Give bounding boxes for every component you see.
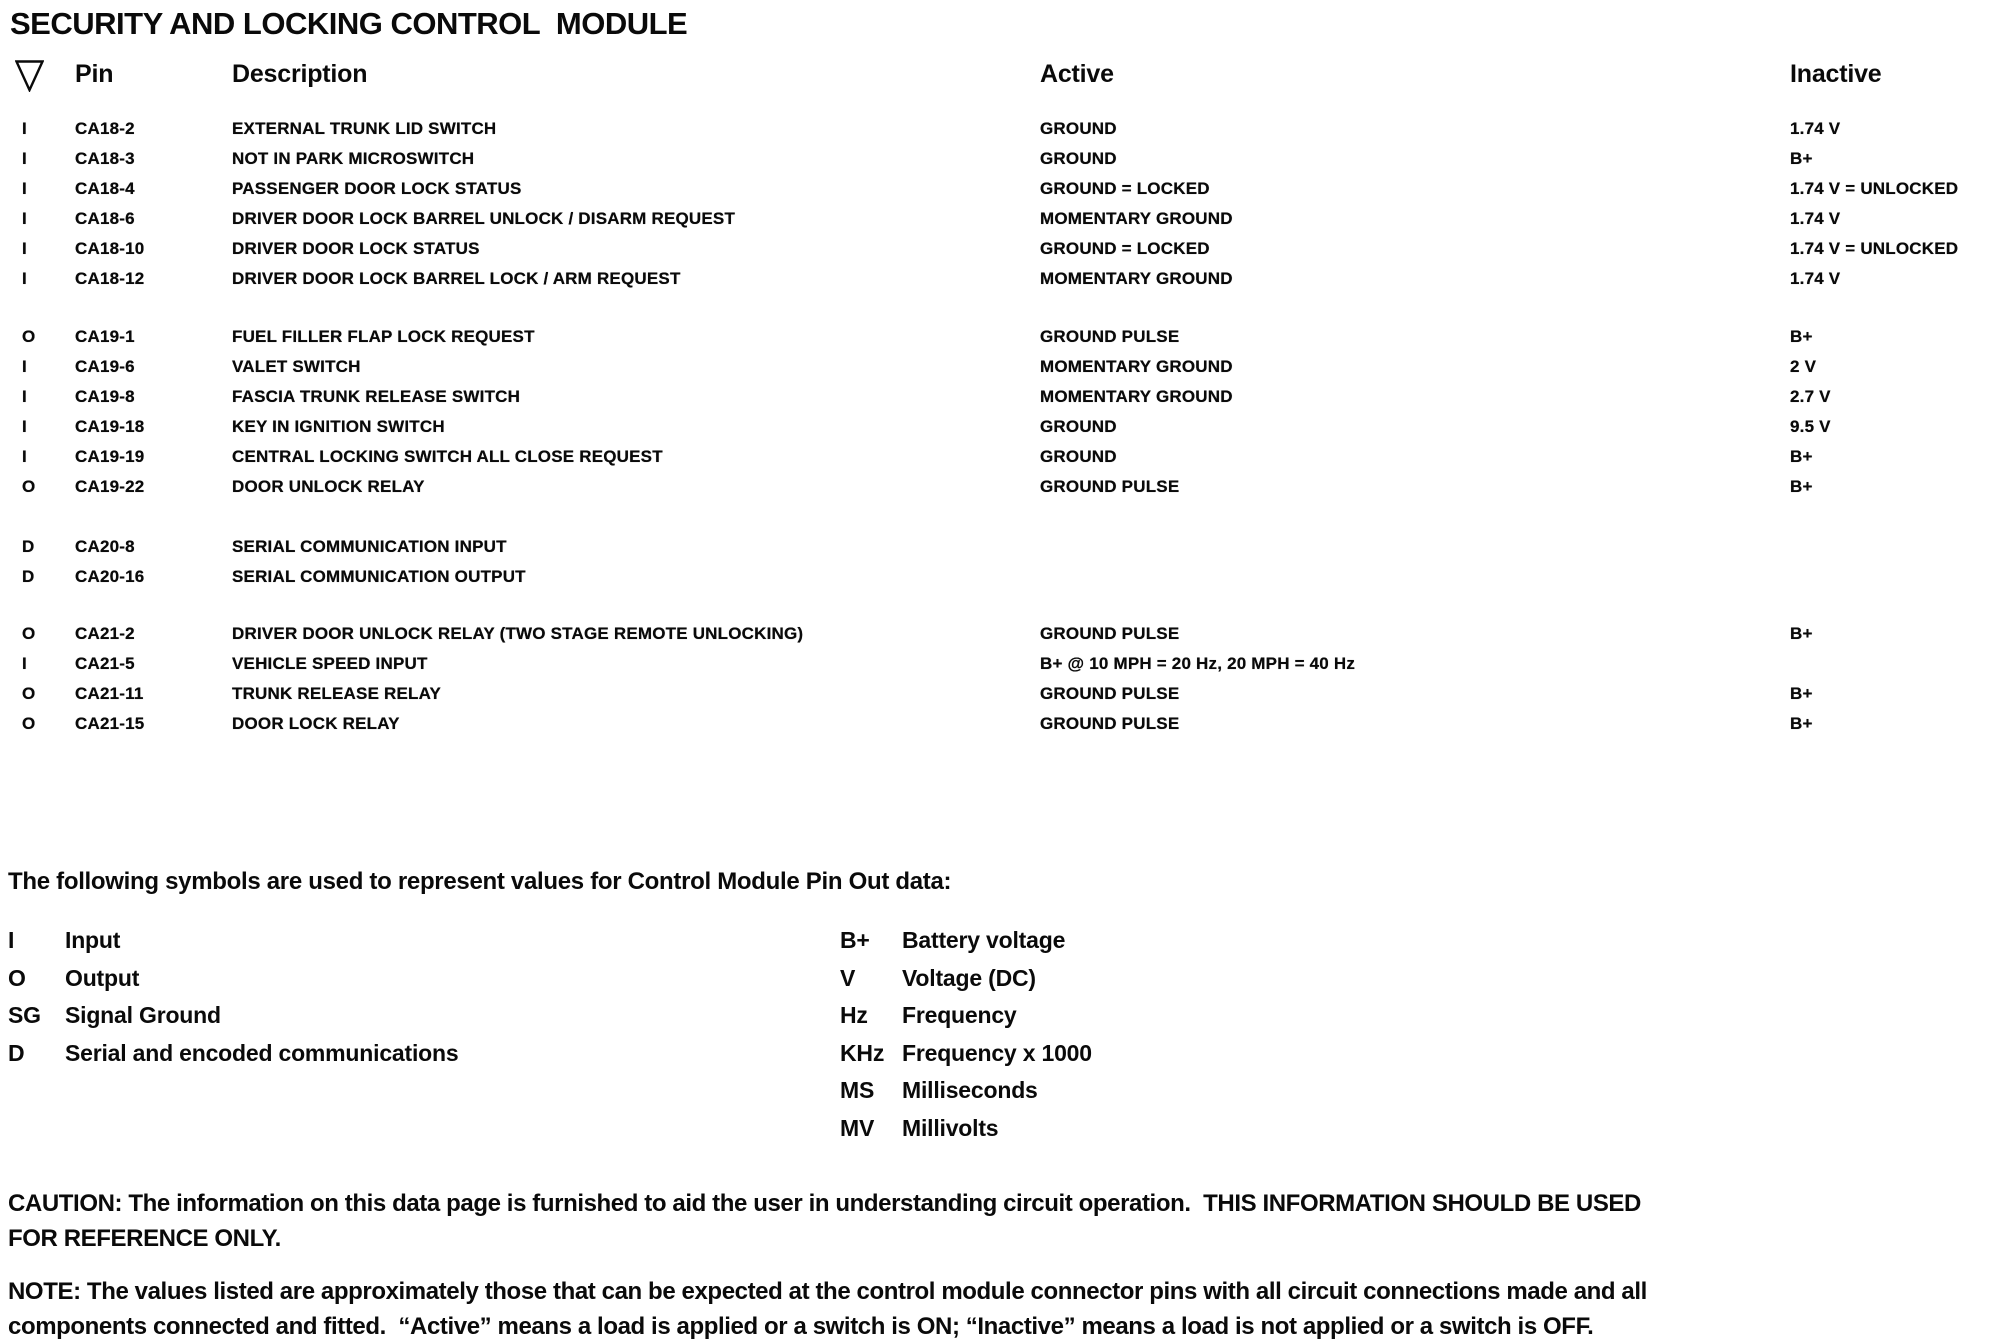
table-row bbox=[8, 322, 2004, 352]
legend-meaning: Battery voltage bbox=[902, 927, 1066, 953]
active-cell: MOMENTARY GROUND bbox=[1040, 269, 1233, 288]
pin-cell: CA20-8 bbox=[75, 537, 135, 556]
type-cell: O bbox=[22, 327, 36, 346]
pin-cell: CA18-2 bbox=[75, 119, 135, 138]
pin-cell: CA19-1 bbox=[75, 327, 135, 346]
active-cell: MOMENTARY GROUND bbox=[1040, 357, 1233, 376]
description-cell: DRIVER DOOR UNLOCK RELAY (TWO STAGE REMOTE UNLOCKING) bbox=[232, 624, 804, 643]
active-cell: MOMENTARY GROUND bbox=[1040, 209, 1233, 228]
active-cell: GROUND = LOCKED bbox=[1040, 179, 1210, 198]
connector-group bbox=[8, 114, 2004, 294]
inactive-cell: B+ bbox=[1790, 624, 1813, 643]
legend-meaning: Milliseconds bbox=[902, 1077, 1038, 1103]
inactive-cell: 2.7 V bbox=[1790, 387, 1831, 406]
pin-cell: CA19-6 bbox=[75, 357, 135, 376]
legend-item bbox=[840, 1110, 1092, 1148]
pin-cell: CA21-11 bbox=[75, 684, 144, 703]
legend-meaning: Input bbox=[65, 927, 121, 953]
active-cell bbox=[1040, 562, 1790, 592]
connector-group bbox=[8, 532, 2004, 592]
legend-meaning: Serial and encoded communications bbox=[65, 1039, 459, 1066]
description-cell: EXTERNAL TRUNK LID SWITCH bbox=[232, 119, 497, 138]
pin-cell: CA19-22 bbox=[75, 477, 145, 496]
table-row bbox=[8, 352, 2004, 382]
legend-left-column bbox=[8, 922, 458, 1072]
connector-group bbox=[8, 322, 2004, 502]
legend-symbol: MS bbox=[840, 1077, 875, 1103]
pin-cell: CA18-4 bbox=[75, 179, 135, 198]
legend-symbol: I bbox=[8, 927, 15, 953]
caution-text: CAUTION: The information on this data page is furnished to aid the user in understanding circuit operation. THIS INFORMATION SHOULD BE USED FOR REFERENCE ONLY. bbox=[8, 1190, 1641, 1252]
type-cell: D bbox=[22, 567, 35, 586]
description-cell: DRIVER DOOR LOCK BARREL LOCK / ARM REQUEST bbox=[232, 269, 681, 288]
description-cell: PASSENGER DOOR LOCK STATUS bbox=[232, 179, 522, 198]
table-row bbox=[8, 472, 2004, 502]
active-cell: GROUND bbox=[1040, 417, 1117, 436]
description-cell: VALET SWITCH bbox=[232, 357, 361, 376]
inactive-cell: 1.74 V bbox=[1790, 119, 1841, 138]
table-row bbox=[8, 382, 2004, 412]
type-cell: I bbox=[22, 179, 27, 198]
pin-cell: CA21-5 bbox=[75, 654, 135, 673]
type-cell: O bbox=[22, 624, 36, 643]
type-cell: I bbox=[22, 387, 27, 406]
legend-intro: The following symbols are used to represent values for Control Module Pin Out data: bbox=[8, 868, 952, 895]
type-cell: I bbox=[22, 417, 27, 436]
active-cell: GROUND = LOCKED bbox=[1040, 239, 1210, 258]
legend-item bbox=[8, 1035, 458, 1073]
legend-item bbox=[840, 960, 1092, 998]
type-cell: I bbox=[22, 209, 27, 228]
type-cell: O bbox=[22, 477, 36, 496]
inactive-cell: 1.74 V = UNLOCKED bbox=[1790, 239, 1959, 258]
down-triangle-icon bbox=[15, 60, 44, 92]
legend-symbol: MV bbox=[840, 1114, 875, 1141]
type-cell: I bbox=[22, 269, 27, 288]
inactive-cell bbox=[1790, 562, 2004, 592]
description-cell: FUEL FILLER FLAP LOCK REQUEST bbox=[232, 327, 535, 346]
legend-meaning: Output bbox=[65, 964, 140, 991]
legend-item bbox=[840, 1072, 1092, 1110]
inactive-cell: B+ bbox=[1790, 149, 1813, 168]
description-cell: DRIVER DOOR LOCK STATUS bbox=[232, 239, 480, 258]
page-title: SECURITY AND LOCKING CONTROL MODULE bbox=[10, 6, 688, 41]
active-cell: GROUND PULSE bbox=[1040, 477, 1180, 496]
table-row bbox=[8, 174, 2004, 204]
symbol-column-header bbox=[22, 58, 75, 100]
pin-column-header: Pin bbox=[75, 60, 114, 88]
inactive-cell bbox=[1790, 532, 2004, 562]
inactive-cell: B+ bbox=[1790, 714, 1813, 733]
description-cell: DOOR LOCK RELAY bbox=[232, 714, 400, 733]
description-cell: DRIVER DOOR LOCK BARREL UNLOCK / DISARM REQUEST bbox=[232, 209, 736, 228]
legend-meaning: Frequency x 1000 bbox=[902, 1039, 1092, 1066]
legend-item bbox=[840, 922, 1092, 960]
active-cell: GROUND PULSE bbox=[1040, 684, 1180, 703]
type-cell: I bbox=[22, 357, 27, 376]
pin-cell: CA19-19 bbox=[75, 447, 145, 466]
inactive-cell: 9.5 V bbox=[1790, 417, 1831, 436]
type-cell: I bbox=[22, 119, 27, 138]
table-row bbox=[8, 264, 2004, 294]
inactive-cell: 1.74 V bbox=[1790, 209, 1841, 228]
active-cell: GROUND bbox=[1040, 149, 1117, 168]
legend-item bbox=[840, 1035, 1092, 1073]
type-cell: I bbox=[22, 447, 27, 466]
inactive-cell: 1.74 V = UNLOCKED bbox=[1790, 179, 1959, 198]
active-cell: MOMENTARY GROUND bbox=[1040, 387, 1233, 406]
pin-cell: CA19-18 bbox=[75, 417, 145, 436]
table-row bbox=[8, 649, 2004, 679]
inactive-cell: 2 V bbox=[1790, 357, 1817, 376]
table-row bbox=[8, 144, 2004, 174]
type-cell: D bbox=[22, 537, 35, 556]
legend-symbol: SG bbox=[8, 1002, 41, 1028]
connector-group bbox=[8, 619, 2004, 739]
table-row bbox=[8, 619, 2004, 649]
description-cell: VEHICLE SPEED INPUT bbox=[232, 654, 428, 673]
table-row bbox=[8, 204, 2004, 234]
legend-symbol: B+ bbox=[840, 927, 870, 953]
type-cell: I bbox=[22, 149, 27, 168]
type-cell: O bbox=[22, 684, 36, 703]
table-body bbox=[8, 114, 2004, 739]
legend-right-column bbox=[840, 922, 1092, 1147]
active-cell: GROUND bbox=[1040, 447, 1117, 466]
legend-symbol: KHz bbox=[840, 1039, 885, 1066]
table-row bbox=[8, 562, 2004, 592]
description-cell: CENTRAL LOCKING SWITCH ALL CLOSE REQUEST bbox=[232, 447, 663, 466]
description-cell: SERIAL COMMUNICATION INPUT bbox=[232, 537, 507, 556]
table-row bbox=[8, 412, 2004, 442]
active-cell: GROUND PULSE bbox=[1040, 327, 1180, 346]
legend-meaning: Voltage (DC) bbox=[902, 964, 1036, 991]
pinout-table bbox=[8, 58, 2004, 739]
pin-cell: CA21-15 bbox=[75, 714, 145, 733]
table-row bbox=[8, 532, 2004, 562]
inactive-cell: 1.74 V bbox=[1790, 269, 1841, 288]
inactive-column-header: Inactive bbox=[1790, 60, 1882, 88]
description-cell: KEY IN IGNITION SWITCH bbox=[232, 417, 445, 436]
table-row bbox=[8, 234, 2004, 264]
table-row bbox=[8, 679, 2004, 709]
inactive-cell: B+ bbox=[1790, 684, 1813, 703]
type-cell: O bbox=[22, 714, 36, 733]
inactive-cell: B+ bbox=[1790, 477, 1813, 496]
legend-item bbox=[8, 922, 458, 960]
type-cell: I bbox=[22, 239, 27, 258]
pin-cell: CA18-6 bbox=[75, 209, 135, 228]
pin-cell: CA18-10 bbox=[75, 239, 145, 258]
pin-cell: CA21-2 bbox=[75, 624, 135, 643]
legend-item bbox=[8, 997, 458, 1035]
legend-symbol: O bbox=[8, 964, 26, 991]
legend-meaning: Frequency bbox=[902, 1002, 1017, 1028]
description-cell: FASCIA TRUNK RELEASE SWITCH bbox=[232, 387, 521, 406]
pin-cell: CA19-8 bbox=[75, 387, 135, 406]
table-row bbox=[8, 709, 2004, 739]
active-column-header: Active bbox=[1040, 60, 1114, 88]
table-header-row bbox=[8, 58, 2004, 90]
description-column-header: Description bbox=[232, 60, 368, 88]
legend-item bbox=[840, 997, 1092, 1035]
active-cell bbox=[1040, 532, 1790, 562]
legend-symbol: Hz bbox=[840, 1002, 868, 1028]
active-cell: B+ @ 10 MPH = 20 Hz, 20 MPH = 40 Hz bbox=[1040, 654, 1356, 673]
description-cell: SERIAL COMMUNICATION OUTPUT bbox=[232, 567, 526, 586]
legend-meaning: Millivolts bbox=[902, 1114, 999, 1141]
active-cell: GROUND PULSE bbox=[1040, 624, 1180, 643]
legend-item bbox=[8, 960, 458, 998]
description-cell: DOOR UNLOCK RELAY bbox=[232, 477, 425, 496]
note-text: NOTE: The values listed are approximately those that can be expected at the control module connector pins with all circuit connections made and all components connected and fitted. “Active” means a load is applied or a switch is ON; “Inactive” means a load is not applied or a switch is OFF. bbox=[8, 1278, 1647, 1340]
inactive-cell: B+ bbox=[1790, 327, 1813, 346]
pin-cell: CA18-3 bbox=[75, 149, 135, 168]
inactive-cell: B+ bbox=[1790, 447, 1813, 466]
legend-symbol: D bbox=[8, 1039, 25, 1066]
active-cell: GROUND bbox=[1040, 119, 1117, 138]
active-cell: GROUND PULSE bbox=[1040, 714, 1180, 733]
inactive-cell bbox=[1790, 649, 2004, 679]
table-row bbox=[8, 442, 2004, 472]
pin-cell: CA20-16 bbox=[75, 567, 145, 586]
description-cell: TRUNK RELEASE RELAY bbox=[232, 684, 442, 703]
legend-meaning: Signal Ground bbox=[65, 1002, 221, 1028]
type-cell: I bbox=[22, 654, 27, 673]
table-row bbox=[8, 114, 2004, 144]
description-cell: NOT IN PARK MICROSWITCH bbox=[232, 149, 475, 168]
pin-cell: CA18-12 bbox=[75, 269, 145, 288]
legend-symbol: V bbox=[840, 964, 856, 991]
